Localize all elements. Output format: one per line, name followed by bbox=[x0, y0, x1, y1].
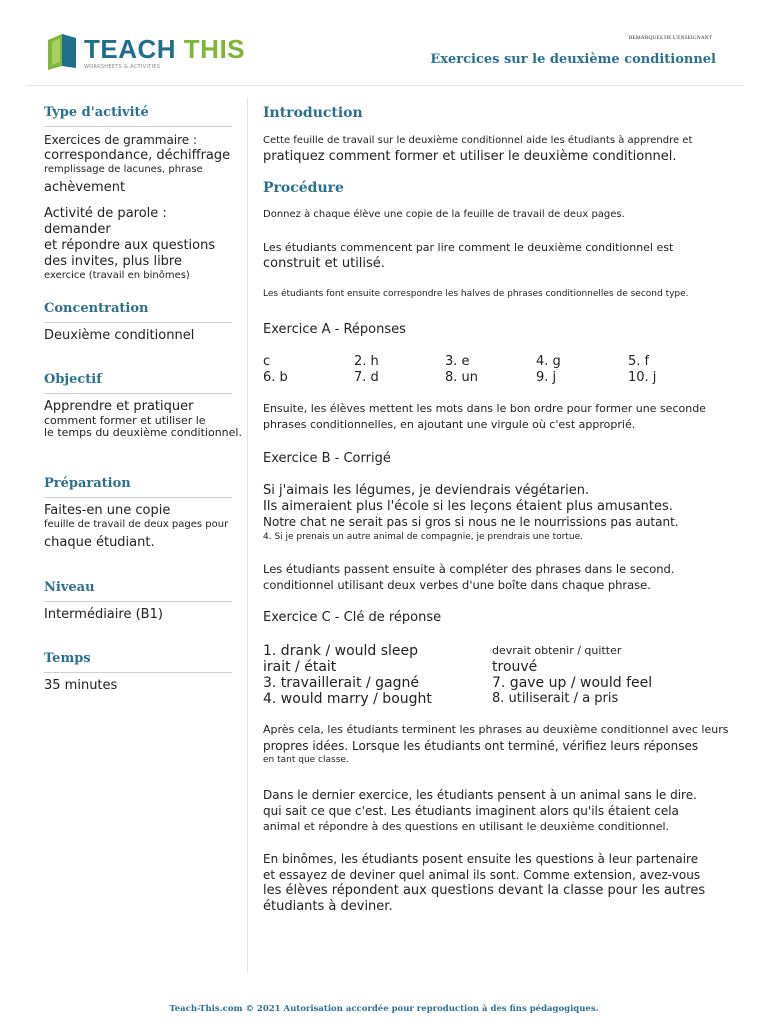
sidebar-heading: Objectif bbox=[44, 372, 232, 394]
answer-item: 6. b bbox=[263, 370, 288, 385]
answer-item: 8. un bbox=[445, 370, 479, 385]
text-line: Cette feuille de travail sur le deuxième conditionnel aide les étudiants à apprendre et bbox=[263, 135, 693, 146]
text-line: étudiants à deviner. bbox=[263, 899, 393, 914]
answer-item: 2. h bbox=[354, 354, 379, 369]
answer-item: 9. j bbox=[536, 370, 557, 385]
procedure-step-3: Les étudiants font ensuite correspondre les halves de phrases conditionnelles de second type. bbox=[263, 289, 689, 299]
text-line: Si j'aimais les légumes, je deviendrais végétarien. bbox=[263, 483, 590, 498]
sidebar-time-text: 35 minutes bbox=[44, 678, 118, 693]
text-line: animal et répondre à des questions en utilisant le deuxième conditionnel. bbox=[263, 820, 670, 833]
text-line: en tant que classe. bbox=[263, 755, 349, 765]
text-line: Après cela, les étudiants terminent les phrases au deuxième conditionnel avec leurs bbox=[263, 723, 729, 736]
procedure-step-7 bbox=[263, 787, 745, 835]
text-line: conditionnel utilisant deux verbes d'une boîte dans chaque phrase. bbox=[263, 578, 651, 592]
text-line: comment former et utiliser le bbox=[44, 414, 206, 427]
text-line: chaque étudiant. bbox=[44, 535, 155, 550]
sidebar-level-text: Intermédiaire (B1) bbox=[44, 607, 163, 622]
sidebar-objective bbox=[44, 372, 242, 439]
sidebar-focus-text: Deuxième conditionnel bbox=[44, 328, 195, 343]
sidebar-heading: Type d'activité bbox=[44, 105, 232, 127]
text-line: exercice (travail en binômes) bbox=[44, 270, 190, 281]
exercise-b-heading: Exercice B - Corrigé bbox=[263, 451, 391, 466]
answer-item: 10. j bbox=[628, 370, 657, 385]
sidebar-activity-type bbox=[44, 105, 232, 282]
text-line: et répondre aux questions bbox=[44, 238, 216, 253]
sidebar-level bbox=[44, 580, 232, 623]
answer-item: 7. gave up / would feel bbox=[492, 675, 653, 691]
text-line: Ensuite, les élèves mettent les mots dans le bon ordre pour former une seconde bbox=[263, 402, 706, 415]
text-line: correspondance, déchiffrage bbox=[44, 148, 231, 163]
exercise-b-answers bbox=[263, 483, 745, 545]
column-divider bbox=[247, 98, 248, 973]
text-line: Notre chat ne serait pas si gros si nous ne le nourrissions pas autant. bbox=[263, 515, 679, 529]
text-line: Les étudiants commencent par lire comment le deuxième conditionnel est bbox=[263, 241, 674, 254]
exercise-c-heading: Exercice C - Clé de réponse bbox=[263, 610, 442, 625]
answer-item: 3. travaillerait / gagné bbox=[263, 675, 419, 691]
sidebar-heading: Préparation bbox=[44, 476, 232, 498]
exercise-c-answers bbox=[263, 643, 745, 707]
text-line: pratiquez comment former et utiliser le deuxième conditionnel. bbox=[263, 149, 677, 164]
procedure-step-1: Donnez à chaque élève une copie de la feuille de travail de deux pages. bbox=[263, 209, 625, 220]
sidebar-preparation-body bbox=[44, 498, 232, 551]
procedure-step-5 bbox=[263, 561, 745, 593]
answer-item: 8. utiliserait / a pris bbox=[492, 691, 619, 706]
text-line: phrases conditionnelles, en ajoutant une virgule où c'est approprié. bbox=[263, 418, 636, 431]
logo-subtitle: WORKSHEETS & ACTIVITIES bbox=[84, 64, 161, 70]
intro-heading: Introduction bbox=[263, 105, 363, 121]
text-line: Faites-en une copie bbox=[44, 503, 171, 518]
text-line: construit et utilisé. bbox=[263, 256, 385, 271]
text-line: le temps du deuxième conditionnel. bbox=[44, 426, 242, 439]
text-line: propres idées. Lorsque les étudiants ont terminé, vérifiez leurs réponses bbox=[263, 739, 699, 753]
header-divider bbox=[26, 85, 744, 86]
answer-item: trouvé bbox=[492, 659, 538, 675]
page-title: Exercices sur le deuxième conditionnel bbox=[430, 52, 716, 67]
answer-item: irait / était bbox=[263, 659, 337, 675]
procedure-step-2 bbox=[263, 240, 745, 272]
footer-copyright: Teach-This.com © 2021 Autorisation accordée pour reproduction à des fins pédagogiques. bbox=[169, 1004, 599, 1014]
text-line: feuille de travail de deux pages pour bbox=[44, 519, 229, 530]
answer-item: 4. g bbox=[536, 354, 561, 369]
sidebar-objective-body bbox=[44, 394, 242, 439]
text-line: qui sait ce que c'est. Les étudiants imaginent alors qu'ils étaient cela bbox=[263, 804, 679, 818]
teacher-notes-label: REMARQUES DE L'ENSEIGNANT bbox=[628, 35, 712, 41]
answer-item: 1. drank / would sleep bbox=[263, 643, 419, 659]
answer-item: 5. f bbox=[628, 354, 650, 369]
sidebar-preparation bbox=[44, 476, 232, 551]
text-line: des invites, plus libre bbox=[44, 254, 182, 269]
sidebar-focus bbox=[44, 301, 232, 344]
procedure-step-8 bbox=[263, 851, 745, 915]
answer-item: 7. d bbox=[354, 370, 379, 385]
text-line: Ils aimeraient plus l'école si les leçons étaient plus amusantes. bbox=[263, 499, 673, 514]
intro-paragraph bbox=[263, 133, 745, 165]
sidebar-heading: Temps bbox=[44, 651, 232, 673]
answer-item: devrait obtenir / quitter bbox=[492, 644, 622, 657]
text-line: et essayez de deviner quel animal ils sont. Comme extension, avez-vous bbox=[263, 868, 701, 882]
procedure-heading: Procédure bbox=[263, 180, 344, 196]
book-logo-icon bbox=[44, 32, 80, 70]
text-line: Les étudiants passent ensuite à compléter des phrases dans le second. bbox=[263, 562, 675, 576]
text-line: Exercices de grammaire : bbox=[44, 133, 198, 147]
exercise-a-heading: Exercice A - Réponses bbox=[263, 322, 406, 337]
sidebar-heading: Concentration bbox=[44, 301, 232, 323]
text-line: les élèves répondent aux questions devant la classe pour les autres bbox=[263, 883, 706, 898]
logo bbox=[44, 30, 244, 76]
text-line: En binômes, les étudiants posent ensuite les questions à leur partenaire bbox=[263, 852, 699, 866]
procedure-step-6 bbox=[263, 722, 745, 767]
logo-wordmark: TEACH THIS bbox=[84, 34, 246, 64]
sidebar-time bbox=[44, 651, 232, 694]
answer-item: 4. would marry / bought bbox=[263, 691, 432, 707]
text-line: Dans le dernier exercice, les étudiants pensent à un animal sans le dire. bbox=[263, 788, 697, 802]
text-line: achèvement bbox=[44, 180, 126, 195]
text-line: Apprendre et pratiquer bbox=[44, 399, 194, 414]
procedure-step-4 bbox=[263, 401, 745, 433]
exercise-a-answers bbox=[263, 354, 745, 386]
sidebar-heading: Niveau bbox=[44, 580, 232, 602]
answer-item: c bbox=[263, 354, 271, 369]
text-line: Activité de parole : demander bbox=[44, 206, 167, 237]
text-line: remplissage de lacunes, phrase bbox=[44, 164, 203, 175]
answer-item: 3. e bbox=[445, 354, 470, 369]
sidebar-activity-type-body bbox=[44, 127, 232, 282]
text-line: 4. Si je prenais un autre animal de compagnie, je prendrais une tortue. bbox=[263, 532, 583, 542]
